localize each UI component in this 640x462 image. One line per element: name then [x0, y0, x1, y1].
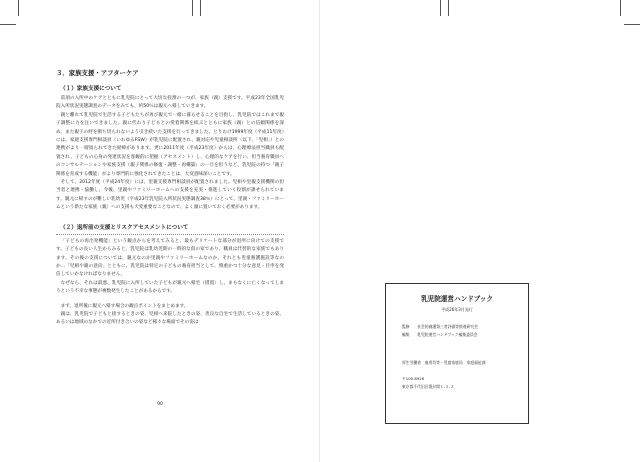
paragraph: 前項の入所中のケアとともに乳児院にとって大切な役割の一つが、家族（親）支援です。平成23年全国乳児院入所状況実態調査のデータをみても、約50％は親元へ帰していきます。	[56, 96, 284, 110]
colophon-publisher: 厚生労働省 雇用均等・児童家庭局 家庭福祉課	[402, 360, 486, 365]
divider	[56, 234, 284, 235]
paragraph: そして、2012年度（平成24年度）には、里親支援専門相談員が配置されました。児相や里親支援機関の担当者と連携・協働し、今後、里親やファミリーホームへの支援を充実・推進していく役割が課せられています。親元に帰すのが難しい乳幼児（平成23年乳児院入所状況実態調査38％）にとって、里親・ファミリーホームという新たな家族（親）への支援も大変重要なことなので、よく頭に置いておく必要があります。	[56, 180, 284, 211]
paragraph: まず、退所後に親元へ帰す場合の観点ポイントをまとめます。	[60, 303, 189, 309]
crop-mark	[18, 0, 19, 16]
crop-mark	[200, 0, 201, 16]
colophon-date: 平成26年3月発行	[441, 307, 473, 312]
colophon-row-editing	[402, 332, 478, 338]
crop-mark	[440, 0, 441, 16]
crop-mark	[448, 0, 449, 16]
colophon-row-supervision	[402, 324, 478, 330]
crop-mark	[624, 24, 640, 25]
paragraph: 親は、乳児院で子どもと接するときの姿、児相へ来院したときの姿、善良な自宅で生活しているときの姿、あるいは地域のなかでの近所付き合いの姿など様々な場面でその姿は	[56, 311, 284, 326]
body-text	[56, 68, 284, 328]
paragraph: 親と離れて乳児院で生活する子どもたちが再び親元で一緒に暮らせることを目指し、乳児院ではこれまで親子調整に力を注いできました。親に代わり子どもとの愛着関係を結ぶとともに家族（親）との信頼関係を深め、また親子の絆を断ち切られないよう引き続いた支援を行ってきました。とりわけ1999年度（平成11年度）には、家庭支援専門相談員（いわゆるFSW）が乳児院に配置され、親対応や児童相談所（以下、「児相」）との連携がより一層図られてきた経緯があります。更に2011年度（平成23年度）からは、心理療法担当職員も配置され、子どもの心身の発達状況を客観的に把握（アセスメント）し、心理的なケアを行い、担当養育職員へのコンサルテーションや家族支援（親子関係の修復・調整・再構築）の一旦を担うなど、乳児院の持つ「親子関係を育成する機能」がより専門的に強化されてきたことは、大変意味深いことです。	[56, 112, 284, 177]
crop-mark	[0, 24, 16, 25]
colophon-value: 社会的養護第三者評価等推進研究会	[417, 324, 478, 329]
colophon-title: 乳児院運営ハンドブック	[421, 295, 493, 303]
crop-mark	[192, 0, 193, 16]
colophon-label: 監修	[402, 324, 410, 329]
colophon-label: 編集	[402, 332, 410, 337]
subsection-1-title: （１）家族支援について	[60, 86, 122, 92]
colophon-value: 乳児院運営ハンドブック編集委員会	[417, 332, 478, 337]
subsection-2-title: （２）退所前の支援とリスクアセスメントについて	[60, 224, 189, 231]
paragraph: 「子どもの再出発機能」という観点からを考えてみると、最もデリケートな部分が退所に向けての支援です。子どもの長い人生からみると、乳児院は乳幼児期の一時的な仮の家であり、職員は代替的な家族でもあります。その後の支援については、親元なのか里親やファミリーホームなのか、それとも児童養護施設等なのか…「児相や親の意向」とともに、乳児院は特定の子どもの養育担当として、慎重かつ十分な意見・目申を発信していかなければなりません。	[56, 238, 284, 278]
page-number: 90	[157, 402, 163, 407]
crop-mark	[620, 0, 621, 16]
colophon-address: 東京都千代田区霞が関１-２-２	[402, 384, 455, 389]
section-title: ３．家族支援・アフターケア	[56, 69, 139, 77]
paragraph: なぜなら、それは最悪、乳児院に入所していた子どもが親元へ帰宅（措置）し、まもなくに亡くなってしまうという不幸な事態が複数発生したことがあるからです。	[56, 280, 284, 295]
colophon-box	[385, 283, 529, 424]
colophon-postal: 〒100-8916	[402, 376, 425, 381]
